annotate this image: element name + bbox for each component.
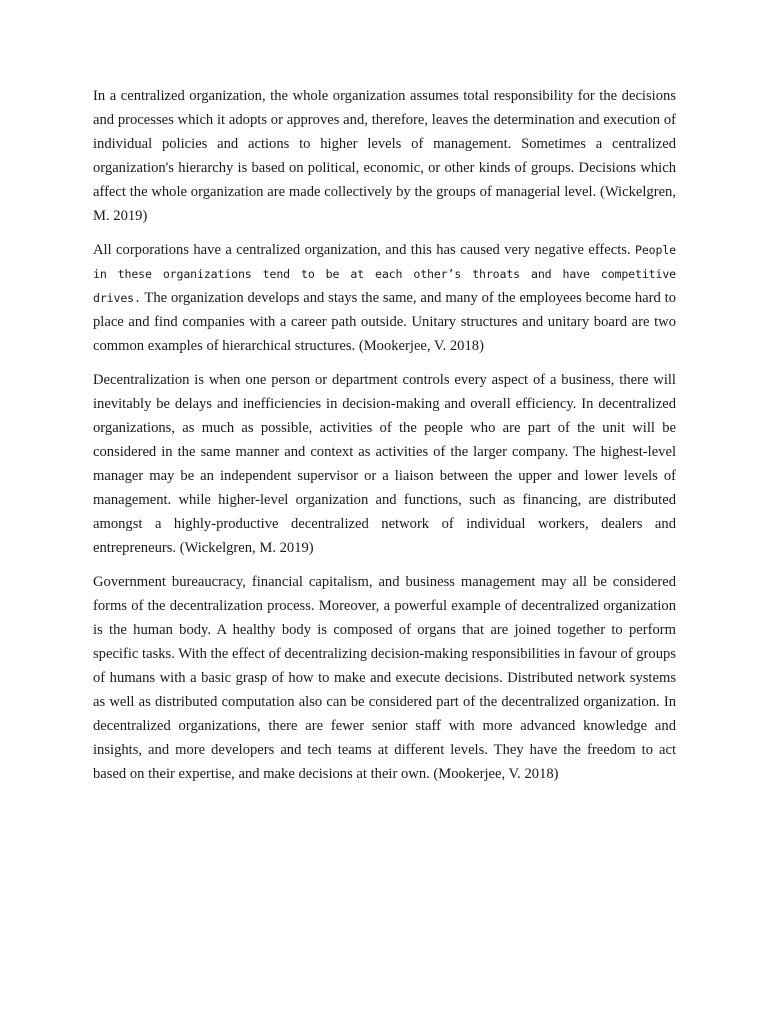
paragraph-text-alt-font: People in these organizations tend to be at each other’s throats and have competitive drives. [93,243,676,305]
paragraph-decentralization-examples: Government bureaucracy, financial capitalism, and business management may all be considered forms of the decentralization process. Moreover, a powerful example of decentralized organization is the human body. A healthy body is composed of organs that are joined together to perform specific tasks. With the effect of decentralizing decision-making responsibilities in favour of groups of humans with a basic grasp of how to make and execute decisions. Distributed network systems as well as distributed computation also can be considered part of the decentralized organization. In decentralized organizations, there are fewer senior staff with more advanced knowledge and insights, and more developers and tech teams at different levels. They have the freedom to act based on their expertise, and make decisions at their own. (Mookerjee, V. 2018) [93,574,676,782]
paragraph-centralized-effects [93,238,676,358]
paragraph-centralized-intro: In a centralized organization, the whole organization assumes total responsibility for the decisions and processes which it adopts or approves and, therefore, leaves the determination and execution of individual policies and actions to higher levels of management. Sometimes a centralized organization's hierarchy is based on political, economic, or other kinds of groups. Decisions which affect the whole organization are made collectively by the groups of managerial level. (Wickelgren, M. 2019) [93,88,676,224]
paragraph-text-end: The organization develops and stays the same, and many of the employees become hard to place and find companies with a career path outside. Unitary structures and unitary board are two common examples of hierarchical structures. (Mookerjee, V. 2018) [93,290,676,354]
document-body [93,84,676,796]
paragraph-decentralization-definition: Decentralization is when one person or department controls every aspect of a business, there will inevitably be delays and inefficiencies in decision-making and overall efficiency. In decentralized organizations, as much as possible, activities of the people who are part of the unit will be considered in the same manner and context as activities of the larger company. The highest-level manager may be an independent supervisor or a liaison between the upper and lower levels of management. while higher-level organization and functions, such as financing, are distributed amongst a highly-productive decentralized network of individual workers, dealers and entrepreneurs. (Wickelgren, M. 2019) [93,372,676,556]
paragraph-text-start: All corporations have a centralized organization, and this has caused very negative effects. [93,242,636,258]
